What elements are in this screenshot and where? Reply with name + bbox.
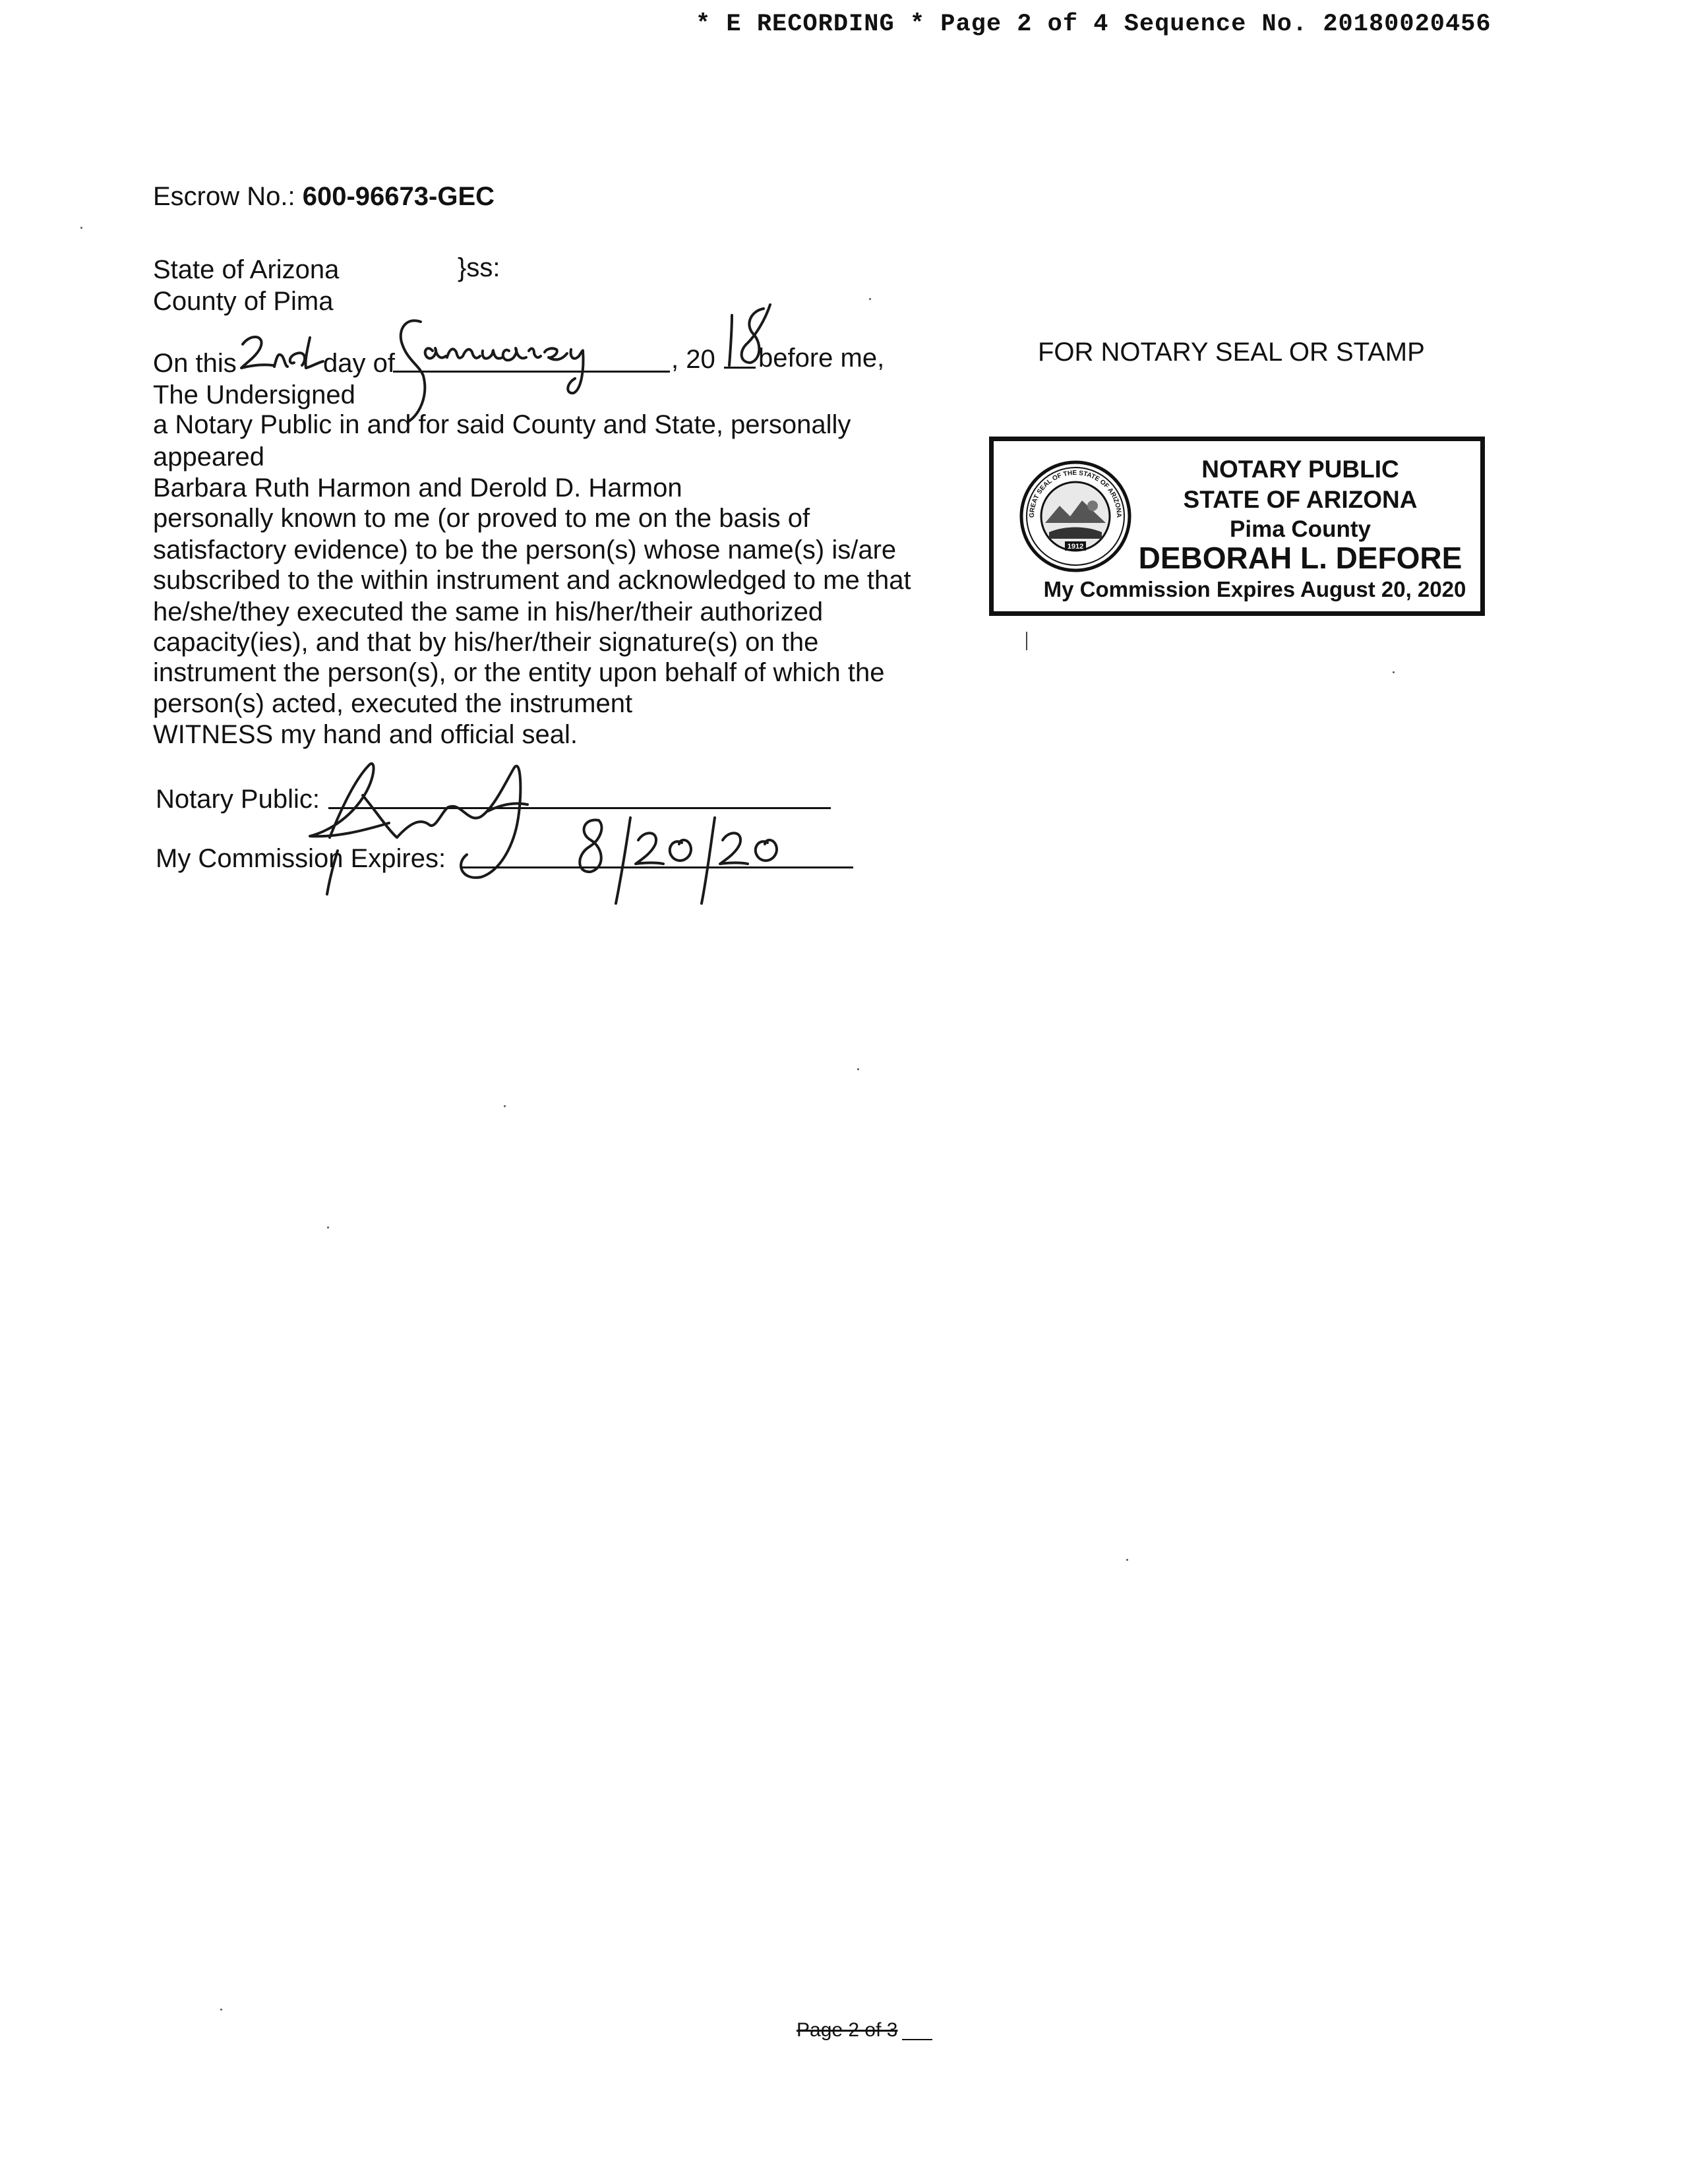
ack-line-11: instrument the person(s), or the entity upon behalf of which the bbox=[153, 658, 885, 687]
ack-line-3: a Notary Public in and for said County and State, personally bbox=[153, 410, 851, 439]
scan-speck bbox=[1126, 1559, 1128, 1561]
scan-speck bbox=[80, 227, 82, 229]
stamp-expiry: My Commission Expires August 20, 2020 bbox=[1043, 577, 1466, 601]
handwritten-year bbox=[724, 302, 777, 375]
seal-area-heading: FOR NOTARY SEAL OR STAMP bbox=[1038, 338, 1425, 367]
ack-line-8: subscribed to the within instrument and acknowledged to me that bbox=[153, 566, 911, 595]
ack-line-10: capacity(ies), and that by his/her/their signature(s) on the bbox=[153, 628, 819, 657]
scan-speck bbox=[869, 298, 871, 300]
ack-line-9: he/she/they executed the same in his/her/their authorized bbox=[153, 597, 824, 626]
venue-ss: }ss: bbox=[458, 253, 500, 282]
notary-stamp bbox=[989, 437, 1485, 616]
arizona-state-seal-icon bbox=[1019, 460, 1132, 573]
handwritten-commission-date bbox=[567, 811, 804, 910]
venue-county: County of Pima bbox=[153, 287, 334, 316]
ack-line-13: WITNESS my hand and official seal. bbox=[153, 720, 578, 749]
seal-ring-text: GREAT SEAL OF THE STATE OF ARIZONA bbox=[1028, 469, 1123, 518]
scan-speck bbox=[504, 1105, 506, 1107]
escrow-label: Escrow No.: bbox=[153, 182, 295, 211]
scan-speck bbox=[1393, 671, 1395, 673]
stamp-state: STATE OF ARIZONA bbox=[1183, 486, 1418, 513]
page-footer: Page 2 of 3 bbox=[797, 2019, 898, 2041]
escrow-number: 600-96673-GEC bbox=[302, 182, 495, 211]
notary-public-label: Notary Public: bbox=[156, 785, 320, 814]
ack-before-me: before me, bbox=[758, 344, 885, 373]
stamp-notary-name: DEBORAH L. DEFORE bbox=[1138, 541, 1462, 575]
ack-line-12: person(s) acted, executed the instrument bbox=[153, 689, 633, 718]
ack-line-4: appeared bbox=[153, 442, 265, 471]
ack-on-this: On this bbox=[153, 349, 237, 378]
ack-line-2: The Undersigned bbox=[153, 380, 355, 410]
venue-state: State of Arizona bbox=[153, 255, 340, 284]
stamp-notary-public: NOTARY PUBLIC bbox=[1201, 456, 1399, 483]
footer-underline bbox=[902, 2039, 932, 2040]
commission-label: My Commission Expires: bbox=[156, 844, 446, 873]
ack-line-5: Barbara Ruth Harmon and Derold D. Harmon bbox=[153, 473, 682, 502]
ack-day-of: day of bbox=[323, 349, 395, 378]
handwritten-day bbox=[236, 330, 328, 376]
ack-year-prefix: , 20 bbox=[671, 345, 715, 374]
stamp-county: Pima County bbox=[1230, 516, 1371, 542]
scan-speck bbox=[220, 2009, 222, 2011]
ack-line-6: personally known to me (or proved to me on the basis of bbox=[153, 504, 810, 533]
scan-speck bbox=[327, 1227, 329, 1228]
stray-mark bbox=[1026, 632, 1027, 650]
scan-speck bbox=[857, 1068, 859, 1070]
seal-year: 1912 bbox=[1067, 543, 1084, 551]
recording-header: * E RECORDING * Page 2 of 4 Sequence No. 20180020456 bbox=[696, 11, 1492, 38]
escrow-row bbox=[153, 181, 495, 212]
ack-line-7: satisfactory evidence) to be the person(s) whose name(s) is/are bbox=[153, 535, 897, 564]
